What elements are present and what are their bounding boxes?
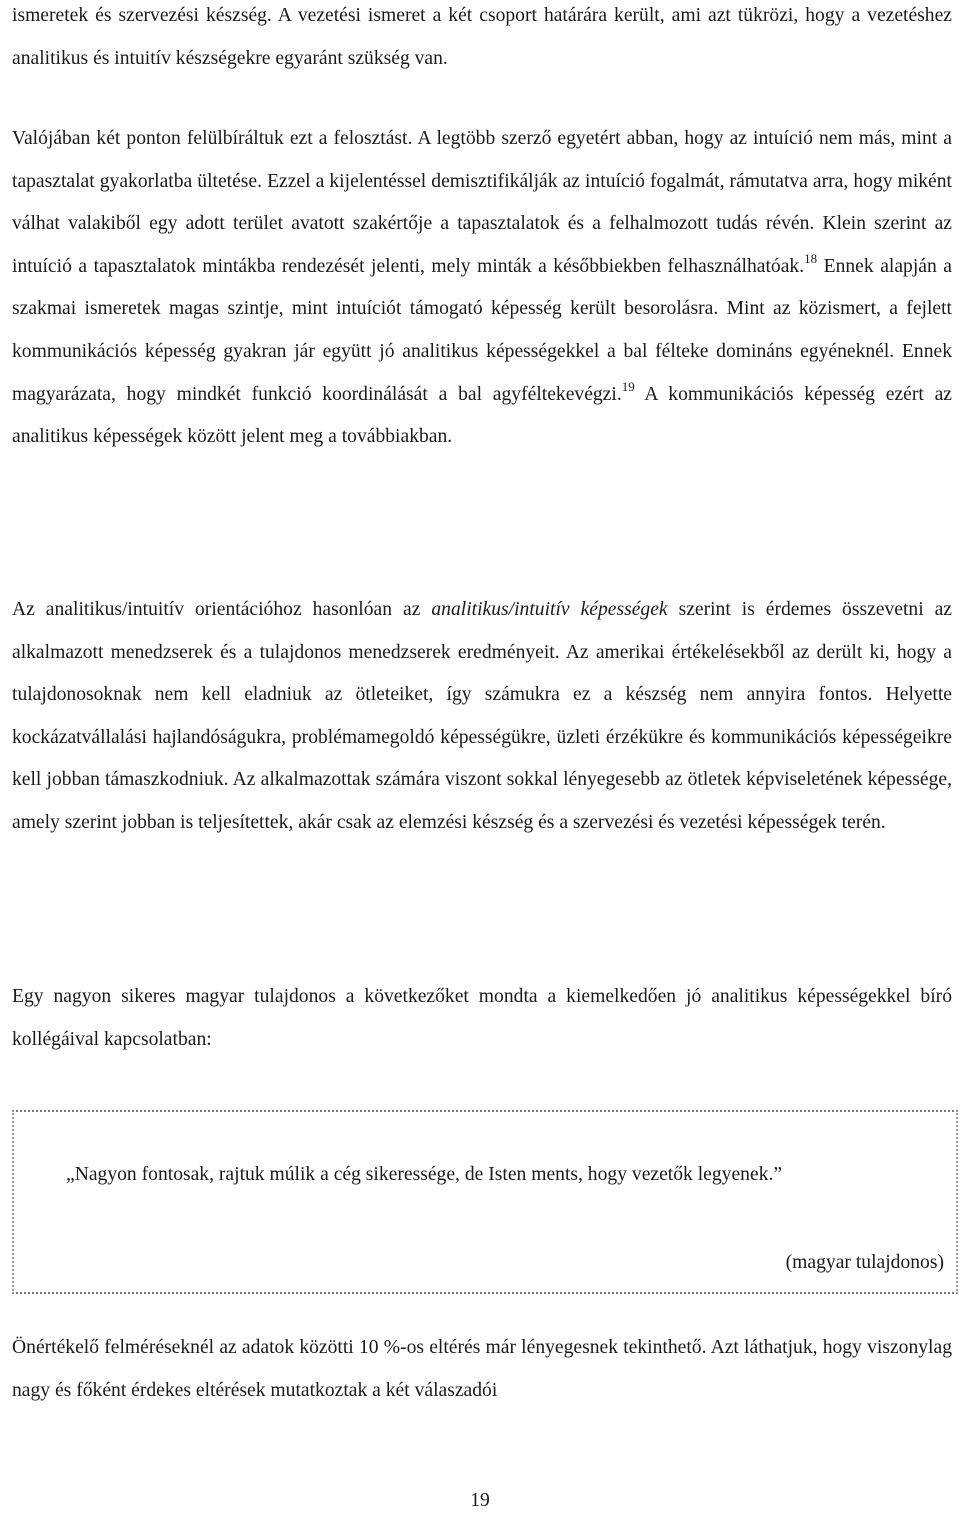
paragraph-2-text-a: Valójában két ponton felülbíráltuk ezt a felosztást. A legtöbb szerző egyetért abban, hogy az intuíció nem más, mint a tapasztalat gyakorlatba ültetése. Ezzel a kijelentéssel demisztifikálják az intuíció fogalmát, rámutatva arra, hogy miként válhat valakiből egy adott terület avatott szakértője a tapasztalatok és a felhalmozott tudás révén. Klein szerint az intuíció a tapasztalatok mintákba rendezését jelenti, mely minták a későbbiekben felhasználhatóak. [12,128,952,277]
paragraph-2-text-b: Ennek alapján a szakmai ismeretek magas szintje, mint intuíciót támogató képesség került besorolásra. Mint az közismert, a fejlett kommunikációs képesség gyakran jár együtt jó analitikus képességekkel a bal félteke domináns egyéneknél. Ennek magyarázata, hogy mindkét funkció koordinálását a bal agyféltekevégzi. [12,255,952,405]
paragraph-1-text: ismeretek és szervezési készség. A vezetési ismeret a két csoport határára került, ami azt tükrözi, hogy a vezetéshez analitikus és intuitív készségekre egyaránt szükség van. [12,5,952,69]
paragraph-3-text-a: Az analitikus/intuitív orientációhoz hasonlóan az [12,599,432,620]
paragraph-4-text: Egy nagyon sikeres magyar tulajdonos a következőket mondta a kiemelkedően jó analitikus képességekkel bíró kollégáival kapcsolatban: [12,986,952,1050]
paragraph-2-text-c: A kommunikációs képesség ezért az analitikus képességek között jelent meg a továbbiakban. [12,383,952,448]
footnote-ref-18[interactable]: 18 [804,250,818,266]
paragraph-3 [12,589,952,845]
quote-text: „Nagyon fontosak, rajtuk múlik a cég sikeressége, de Isten ments, hogy vezetők legyenek.” [66,1164,783,1185]
paragraph-4 [12,976,952,1061]
paragraph-3-italic-term: analitikus/intuitív képességek [431,599,668,620]
paragraph-5-text: Önértékelő felméréseknél az adatok közötti 10 %-os eltérés már lényegesnek tekinthető. Azt láthatjuk, hogy viszonylag nagy és főként érdekes eltérések mutatkoztak a két válaszadói [12,1337,952,1401]
footnote-ref-19[interactable]: 19 [621,378,635,394]
paragraph-2 [12,118,952,459]
paragraph-3-text-b: szerint is érdemes összevetni az alkalmazott menedzserek és a tulajdonos menedzserek eredményeit. Az amerikai értékelésekből az derült ki, hogy a tulajdonosoknak nem kell eladniuk az ötleteiket, így számukra ez a készség nem annyira fontos. Helyette kockázatvállalási hajlandóságukra, problémamegoldó képességükre, üzleti érzékükre és kommunikációs képességeikre kell jobban támaszkodniuk. Az alkalmazottak számára viszont sokkal lényegesebb az ötletek képviseletének képessége, amely szerint jobban is teljesítettek, akár csak az elemzési készség és a szervezési és vezetési képességek terén. [12,599,953,833]
quote-attribution: (magyar tulajdonos) [785,1252,944,1273]
paragraph-1 [12,0,952,80]
paragraph-5 [12,1327,952,1412]
page-number: 19 [470,1490,490,1511]
